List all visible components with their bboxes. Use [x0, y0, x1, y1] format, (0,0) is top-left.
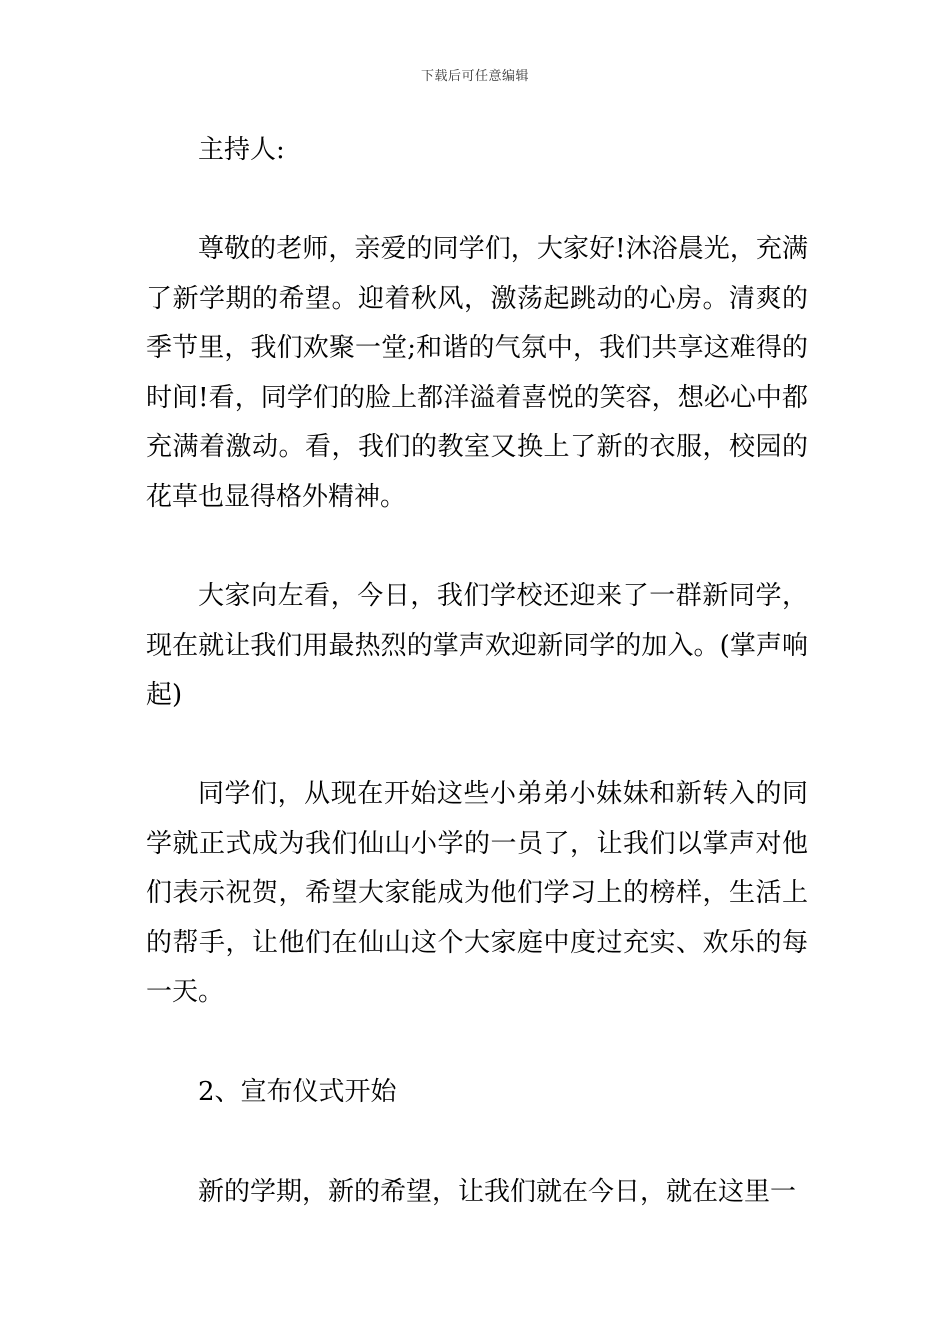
paragraph-ceremony-heading: 2、宣布仪式开始 [198, 1077, 397, 1107]
paragraph-congratulations: 同学们，从现在开始这些小弟弟小妹妹和新转入的同学就正式成为我们仙山小学的一员了，让我们以掌声对他们表示祝贺，希望大家能成为他们学习上的榜样，生活上的帮手，让他们在仙山这个大家庭中度过充实、欢乐的每一天。 [146, 779, 808, 1007]
paragraph-greeting: 尊敬的老师，亲爱的同学们，大家好!沐浴晨光，充满了新学期的希望。迎着秋风，激荡起跳动的心房。清爽的季节里，我们欢聚一堂;和谐的气氛中，我们共享这难得的时间!看，同学们的脸上都洋溢着喜悦的笑容，想必心中都充满着激动。看，我们的教室又换上了新的衣服，校园的花草也显得格外精神。 [146, 234, 808, 512]
header-note: 下载后可任意编辑 [420, 69, 529, 84]
paragraph-new-students: 大家向左看，今日，我们学校还迎来了一群新同学，现在就让我们用最热烈的掌声欢迎新同学的加入。(掌声响起) [146, 581, 808, 710]
paragraph-new-semester: 新的学期，新的希望，让我们就在今日，就在这里一 [198, 1177, 797, 1207]
paragraph-host: 主持人: [198, 135, 285, 165]
